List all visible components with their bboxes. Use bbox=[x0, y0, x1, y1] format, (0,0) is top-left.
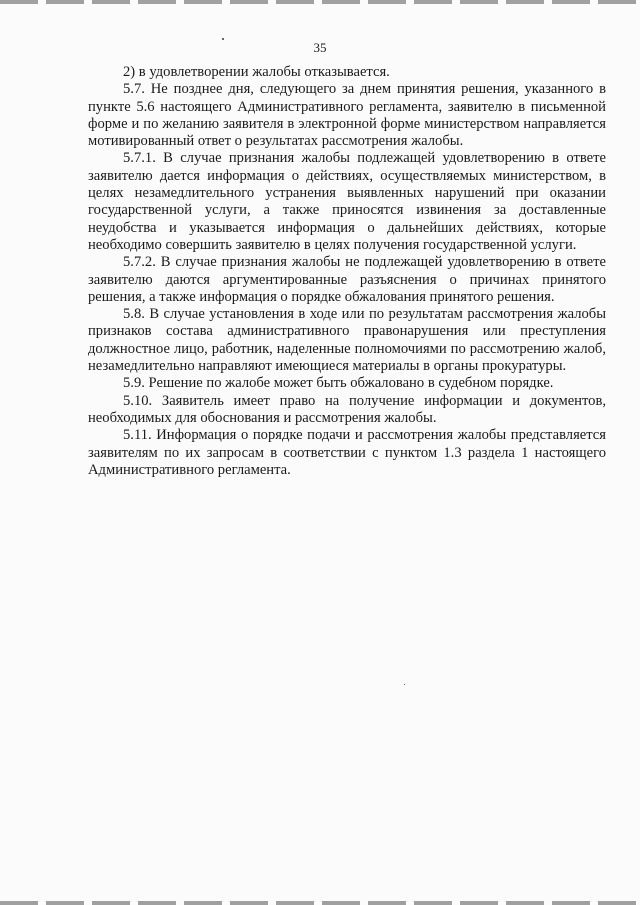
paragraph-item-2: 2) в удовлетворении жалобы отказывается. bbox=[123, 64, 390, 80]
paragraph-5-9: 5.9. Решение по жалобе может быть обжаловано в судебном порядке. bbox=[123, 375, 554, 392]
paragraph-5-11: 5.11. Информация о порядке подачи и рассмотрения жалобы представляется заявителям по их запросам в соответствии с пунктом 1.3 раздела 1 настоящего Административного регламента. bbox=[88, 427, 606, 478]
page-number: 35 bbox=[313, 40, 327, 55]
paragraph-5-7: 5.7. Не позднее дня, следующего за днем принятия решения, указанного в пункте 5.6 настоящего Административного регламента, заявителю в письменной форме и по желанию заявителя в электронной форме министерством направляется мотивированный ответ о результатах рассмотрения жалобы. bbox=[88, 81, 606, 150]
paragraph-5-10: 5.10. Заявитель имеет право на получение информации и документов, необходимых для обоснования и рассмотрения жалобы. bbox=[88, 392, 606, 426]
paragraph-5-8: 5.8. В случае установления в ходе или по результатам рассмотрения жалобы признаков состава административного правонарушения или преступления должностное лицо, работник, наделенные полномочиями по рассмотрению жалоб, незамедлительно направляют имеющиеся материалы в органы прокуратуры. bbox=[88, 306, 606, 375]
scan-speck bbox=[404, 684, 405, 685]
scan-bottom-edge bbox=[0, 901, 640, 905]
paragraph-5-7-2: 5.7.2. В случае признания жалобы не подлежащей удовлетворению в ответе заявителю даются аргументированные разъяснения о причинах принятого решения, а также информация о порядке обжалования принятого решения. bbox=[88, 254, 606, 305]
scan-top-edge bbox=[0, 0, 640, 4]
document-body bbox=[88, 64, 606, 479]
paragraph-5-7-1: 5.7.1. В случае признания жалобы подлежащей удовлетворению в ответе заявителю дается информация о действиях, осуществляемых министерством, в целях незамедлительного устранения выявленных нарушений при оказании государственной услуги, а также приносятся извинения за доставленные неудобства и указывается информация о дальнейших действиях, которые необходимо совершить заявителю в целях получения государственной услуги. bbox=[88, 150, 606, 253]
